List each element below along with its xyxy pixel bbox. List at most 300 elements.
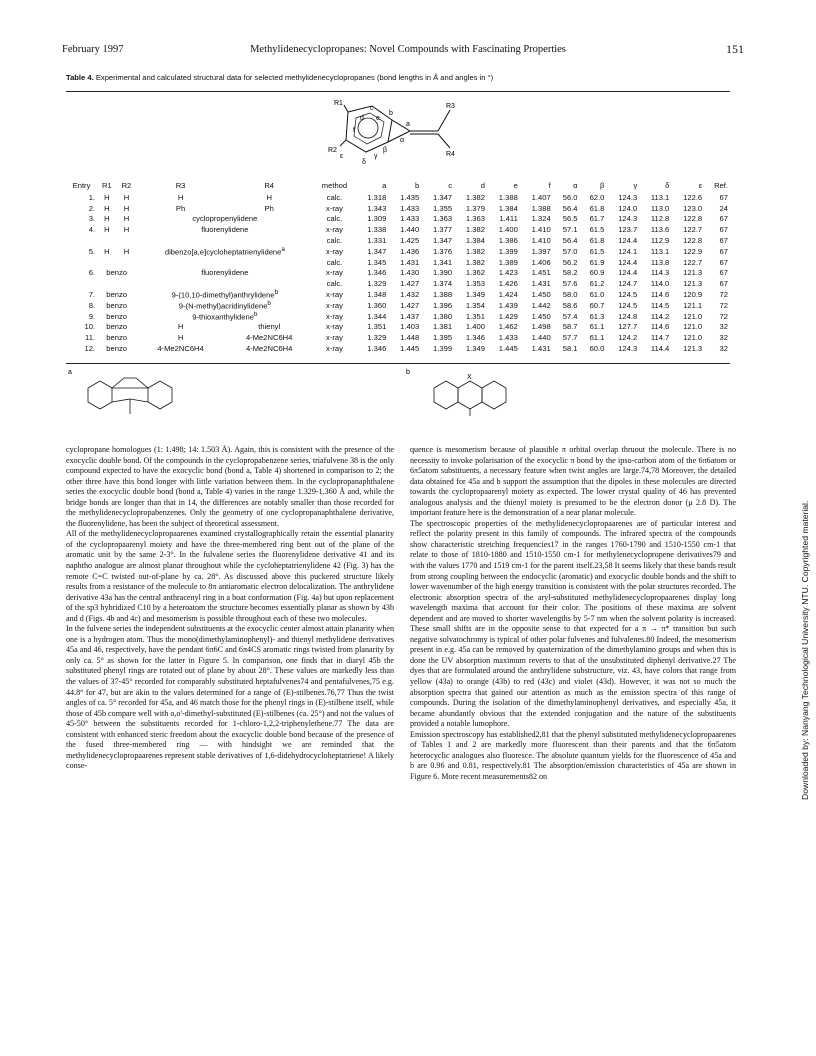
cell-text: 9-thioxanthylidene [192, 312, 254, 322]
table-cell [520, 289, 553, 300]
cell-text: benzo [106, 322, 127, 332]
table-row [66, 224, 730, 235]
cell-text: 1.432 [400, 290, 420, 300]
cell-text: H [266, 192, 272, 202]
label-d: d [360, 115, 364, 122]
cell-text: 58.2 [562, 268, 578, 278]
table-cell [487, 332, 520, 343]
cell-text: 1.403 [400, 322, 420, 332]
cell-text: 1.462 [498, 322, 518, 332]
table-cell [580, 289, 607, 300]
cell-text: 1.348 [367, 290, 387, 300]
table-cell [136, 311, 313, 322]
table-cell [454, 332, 487, 343]
table-row [66, 300, 730, 311]
table-cell [520, 278, 553, 289]
column-header: R4 [264, 180, 275, 190]
cell-text: calc. [326, 257, 343, 267]
table-cell [388, 214, 421, 225]
table-cell [66, 257, 97, 268]
table-cell [639, 343, 671, 354]
cell-text: H [123, 246, 130, 256]
table-cell [580, 224, 607, 235]
table-cell [520, 257, 553, 268]
cell-text: 1.329 [367, 333, 387, 343]
footnote-x-label: X [467, 374, 472, 381]
table-cell [580, 235, 607, 246]
column-header: Entry [72, 180, 91, 190]
table-cell [606, 214, 639, 225]
cell-text: 1.379 [465, 203, 485, 213]
cell-text: 1.448 [400, 333, 420, 343]
cell-text: 1.407 [531, 192, 551, 202]
table-cell [225, 192, 314, 203]
column-header: e [513, 180, 518, 190]
table-cell [606, 332, 639, 343]
cell-text: 72 [719, 300, 728, 310]
cell-text: thienyl [258, 322, 281, 332]
table-cell [606, 257, 639, 268]
page-number: 151 [726, 42, 744, 56]
cell-text: 1.329 [367, 279, 387, 289]
cell-text: 1.431 [531, 279, 551, 289]
table-cell [454, 278, 487, 289]
table-cell [487, 203, 520, 214]
label-r1: R1 [334, 100, 343, 107]
table-cell [454, 192, 487, 203]
label-alpha: α [400, 137, 405, 144]
table-cell [117, 203, 137, 214]
table-cell [704, 278, 730, 289]
table-cell [639, 289, 671, 300]
cell-text: 1.436 [400, 246, 420, 256]
table-cell [487, 192, 520, 203]
cell-text: 1.437 [400, 311, 420, 321]
table-cell [136, 257, 313, 268]
column-header: δ [665, 180, 670, 190]
cell-text: 3. [88, 214, 96, 224]
table-cell [487, 214, 520, 225]
cell-text: 9-(10,10-dimethyl)anthrylidene [171, 290, 275, 300]
cell-text: 8. [88, 300, 96, 310]
table-cell [225, 343, 314, 354]
table-row [66, 257, 730, 268]
cell-text: 1.440 [531, 333, 551, 343]
table-cell [421, 224, 454, 235]
cell-text: 114.7 [650, 333, 670, 343]
table-cell [704, 322, 730, 333]
table-cell [553, 235, 580, 246]
table-cell [136, 278, 313, 289]
table-cell [97, 192, 117, 203]
table-row [66, 289, 730, 300]
cell-text: 1.406 [531, 257, 551, 267]
table-cell [671, 214, 704, 225]
cell-text: 1.426 [498, 279, 518, 289]
table-cell [671, 311, 704, 322]
body-text-left-column [66, 445, 394, 772]
table-cell [314, 268, 356, 279]
download-notice [788, 360, 810, 800]
table-cell [639, 203, 671, 214]
cell-text: 61.1 [589, 322, 605, 332]
cell-text: 1.450 [531, 290, 551, 300]
table-cell [487, 300, 520, 311]
table-cell [97, 203, 117, 214]
cell-text: H [123, 225, 130, 235]
table-cell [421, 235, 454, 246]
table-cell [553, 332, 580, 343]
table-label: Table 4. [66, 73, 94, 82]
table-cell [487, 343, 520, 354]
table-cell [355, 214, 388, 225]
cell-text: 60.9 [589, 268, 605, 278]
label-b: b [389, 110, 393, 117]
table-cell [671, 322, 704, 333]
table-cell [553, 322, 580, 333]
cell-text: 121.3 [683, 344, 703, 354]
cell-text: 61.0 [589, 290, 605, 300]
table-cell [553, 214, 580, 225]
table-cell [606, 268, 639, 279]
table-cell [580, 278, 607, 289]
cell-text: 1.423 [498, 268, 518, 278]
cell-text: 1.410 [531, 236, 551, 246]
cell-text: 114.2 [650, 311, 670, 321]
cell-text: 58.1 [562, 344, 578, 354]
table-cell [66, 214, 97, 225]
cell-text: 4-Me2NC6H4 [245, 344, 293, 354]
cell-text: 1.429 [498, 311, 518, 321]
table-cell [66, 278, 97, 289]
table-cell [97, 278, 136, 289]
table-cell [520, 332, 553, 343]
table-cell [355, 332, 388, 343]
cell-footnote-mark: b [253, 310, 258, 318]
cell-text: 67 [719, 246, 728, 256]
cell-text: 1.351 [367, 322, 387, 332]
label-r3: R3 [446, 103, 455, 110]
cell-text: 60.7 [589, 300, 605, 310]
table-row [66, 214, 730, 225]
table-cell [487, 235, 520, 246]
table-cell [487, 289, 520, 300]
table-cell [580, 311, 607, 322]
table-cell [117, 246, 137, 257]
footnote-b-label: b [406, 369, 410, 376]
table-cell [388, 311, 421, 322]
cell-text: 1.382 [465, 225, 485, 235]
cell-text: 61.7 [589, 214, 605, 224]
table-cell [225, 322, 314, 333]
cell-footnote-mark: b [274, 289, 279, 297]
table-cell [454, 322, 487, 333]
cell-text: 61.8 [589, 203, 605, 213]
table-cell [388, 224, 421, 235]
cell-text: 1.363 [433, 214, 453, 224]
table-cell [639, 311, 671, 322]
cell-text: 1.355 [433, 203, 453, 213]
column-header: α [573, 180, 578, 190]
table-cell [520, 192, 553, 203]
cell-text: 1.390 [433, 268, 453, 278]
cell-text: 1.353 [465, 279, 485, 289]
label-a: a [406, 121, 410, 128]
cell-text: H [123, 192, 130, 202]
table-cell [97, 268, 136, 279]
table-cell [487, 268, 520, 279]
cell-text: 57.0 [562, 246, 578, 256]
cell-text: 1.309 [367, 214, 387, 224]
table-cell [704, 332, 730, 343]
table-cell [671, 192, 704, 203]
table-cell [606, 203, 639, 214]
cell-text: 1.381 [433, 322, 453, 332]
cell-text: 1.433 [498, 333, 518, 343]
cell-text: 4. [88, 225, 96, 235]
cell-text: x-ray [326, 322, 343, 332]
table-cell [454, 343, 487, 354]
table-cell [314, 300, 356, 311]
cell-text: 9. [88, 311, 96, 321]
table-cell [606, 311, 639, 322]
table-cell [454, 300, 487, 311]
cell-text: 122.8 [683, 214, 703, 224]
table-cell [580, 257, 607, 268]
table-cell [671, 278, 704, 289]
cell-text: 113.6 [650, 225, 670, 235]
cell-text: 32 [719, 344, 728, 354]
table-cell [421, 311, 454, 322]
cell-text: 1.338 [367, 225, 387, 235]
body-left-text: cyclopropane homologues (1: 1.498; 14: 1.503 Å). Again, this is consistent with the presence of the exocyclic double bond. Of the compounds in the cyclopropabenzene series, triafulvene 38 is the only compound expected to have the exocyclic bond (bond a, Table 4) shortened in comparison to 2; the other three have this bond longer with little variation between them. In the cyclopropanaphthalene series the exocyclic double bond (bond a, Table 4) varies in the range 1.329-1.360 Å and, while the bridge bonds are longer than that in 14, the differences are notably smaller than those recorded for the methylidenecyclopropabenzenes. Only the geometry of one cyclopropanaphthalene derivative, the fluorenylidene, has been the subject of theoretical assessment. All of the methylidenecyclopropaarenes examined crystallographically retain the essential planarity of the cyclopropaarenyl moiety and have the three-membered ring bent out of the plane of the aromatic unit by the same 2-3°. In the fulvalene series the fluorenylidene derivative 41 and its naphtho analogue are almost planar throughout while the cycloheptatrienylidene 42 (Fig. 3) has the remote C=C twisted out-of-plane by ca. 28°. As discussed above this puckered structure likely results from a resistance of the molecule to 8π antiaromatic electron delocalization. The anthrylidene derivative 43a has the central anthracenyl ring in a boat conformation (Fig. 4a) but upon replacement of the sp3 hybridized C10 by a heteroatom the structure becomes essentially planar as shown by 43b and d (Figs. 4b and 4c) and mesomerism is possible throughout each of these two molecules. In the fulvene series the independent substituents at the exocyclic center almost attain planarity when one is a hydrogen atom. Thus the mono(dimethylaminophenyl)- and thienyl methylidene derivatives 45a and 46, respectively, have the pendant 6π6C and 6π4CS aromatic rings twisted from planarity by only ca. 5° as shown for the latter in Figure 5. In comparison, one finds that in diaryl 45b the substituted phenyl rings are rotated out of plane by about 28°. These values are markedly less than the values of 37-45° recorded for comparably substituted heptafulvenes74 and pentafulvenes,75 e.g. 44.8° for 47, but are akin to the values determined for a range of (E)-stilbenes.76,77 Thus the twist angles of ca. 5° recorded for 45a, and 46 match those for the phenyl rings in (E)-stilbene itself, while those of 45b compare well with o,o'-dimethyl-substituted (E)-stilbenes (ca. 25°) and not the values of 45-50° between the substituents recorded for 1-chloro-1,2,2-triphenylethene.77 The data are consistent with enhanced steric freedom about the exocyclic double bond because of the presence of the fused three-membered ring — with hindsight we are reminded that the methylidenecyclopropaarenes represent stable derivatives of 1,6-didehydrocycloheptatriene! A likely conse- [66, 445, 394, 771]
cell-text: 1.388 [531, 203, 551, 213]
cell-text: 124.2 [618, 333, 638, 343]
cell-text: 1.354 [465, 300, 485, 310]
cell-text: 1.431 [531, 344, 551, 354]
table-row [66, 332, 730, 343]
table-cell [97, 343, 136, 354]
table-cell [66, 300, 97, 311]
table-cell [66, 311, 97, 322]
cell-text: 121.3 [683, 268, 703, 278]
cell-text: 1.388 [433, 290, 453, 300]
cell-text: 67 [719, 214, 728, 224]
table-cell [421, 246, 454, 257]
table-cell [520, 343, 553, 354]
cell-text: 1.347 [367, 246, 387, 256]
cell-text: 67 [719, 236, 728, 246]
cell-text: 1.363 [465, 214, 485, 224]
table-cell [97, 332, 136, 343]
cell-text: H [123, 203, 130, 213]
cell-text: 61.2 [589, 279, 605, 289]
table-cell [97, 214, 117, 225]
table-cell [388, 300, 421, 311]
table-cell [704, 203, 730, 214]
cell-text: 7. [88, 290, 96, 300]
cell-text: 1.440 [400, 225, 420, 235]
table-cell [606, 278, 639, 289]
table-cell [66, 224, 97, 235]
cell-text: 1.324 [531, 214, 551, 224]
table-cell [66, 246, 97, 257]
cell-text: 1.331 [367, 236, 387, 246]
cell-text: 1.425 [400, 236, 420, 246]
header-date: February 1997 [62, 44, 124, 55]
label-gamma: γ [374, 153, 378, 160]
cell-text: 122.7 [683, 225, 703, 235]
cell-text: 120.9 [683, 290, 703, 300]
table-cell [520, 300, 553, 311]
cell-text: 124.5 [618, 290, 638, 300]
table-row [66, 278, 730, 289]
cell-text: x-ray [326, 268, 343, 278]
table-cell [117, 192, 137, 203]
table-cell [553, 203, 580, 214]
table-row [66, 192, 730, 203]
table-cell [606, 224, 639, 235]
table-cell [520, 235, 553, 246]
cell-text: 124.1 [618, 246, 638, 256]
table-cell [580, 268, 607, 279]
table-cell [421, 203, 454, 214]
table-cell [117, 235, 137, 246]
table-cell [136, 203, 225, 214]
cell-text: calc. [326, 236, 343, 246]
cell-text: 1.430 [400, 268, 420, 278]
cell-text: 1.360 [367, 300, 387, 310]
table-cell [639, 192, 671, 203]
cell-text: x-ray [326, 246, 343, 256]
cell-text: H [104, 214, 110, 224]
table-cell [66, 322, 97, 333]
cell-text: 1.380 [433, 311, 453, 321]
table-cell [520, 268, 553, 279]
cell-text: 121.3 [683, 279, 703, 289]
footnote-structures [66, 366, 730, 422]
cell-text: 1.377 [433, 225, 453, 235]
table-cell [66, 332, 97, 343]
table-top-rule [66, 91, 730, 92]
table-cell [639, 214, 671, 225]
table-cell [117, 214, 137, 225]
table-cell [421, 289, 454, 300]
table-cell [580, 332, 607, 343]
cell-text: 124.4 [618, 236, 638, 246]
table-cell [421, 343, 454, 354]
cell-text: 123.7 [618, 225, 638, 235]
table-cell [639, 224, 671, 235]
cell-text: 113.0 [650, 203, 670, 213]
table-cell [671, 235, 704, 246]
cell-text: fluorenylidene [201, 268, 249, 278]
cell-text: 1.411 [499, 214, 518, 224]
cell-text: 61.5 [589, 225, 605, 235]
table-cell [388, 192, 421, 203]
table-cell [454, 246, 487, 257]
cell-text: 4-Me2NC6H4 [245, 333, 293, 343]
table-cell [454, 289, 487, 300]
cell-text: 57.7 [562, 333, 578, 343]
table-cell [580, 203, 607, 214]
table-cell [355, 246, 388, 257]
table-cell [388, 289, 421, 300]
table-cell [704, 268, 730, 279]
table-cell [314, 278, 356, 289]
cell-text: 1.427 [400, 300, 420, 310]
cell-text: 67 [719, 192, 728, 202]
cell-text: 6. [88, 268, 96, 278]
table-cell [314, 203, 356, 214]
cell-text: 1.345 [367, 257, 387, 267]
cell-text: 113.1 [650, 246, 670, 256]
table-cell [66, 343, 97, 354]
table-cell [487, 278, 520, 289]
cell-text: fluorenylidene [201, 225, 249, 235]
cell-text: 62.0 [589, 192, 605, 202]
cell-text: 124.8 [618, 311, 638, 321]
table-cell [314, 214, 356, 225]
cell-footnote-mark: b [267, 300, 271, 308]
table-cell [421, 268, 454, 279]
table-cell [136, 214, 313, 225]
table-cell [388, 332, 421, 343]
cell-text: 1.344 [367, 311, 387, 321]
cell-text: 1.396 [433, 300, 453, 310]
cell-text: cyclopropenylidene [192, 214, 258, 224]
table-cell [314, 246, 356, 257]
cell-text: H [177, 333, 184, 343]
cell-text: 57.1 [562, 225, 578, 235]
table-cell [553, 311, 580, 322]
cell-text: 1.346 [367, 344, 387, 354]
table-bottom-rule [66, 363, 730, 364]
table-cell [639, 300, 671, 311]
table-row [66, 311, 730, 322]
table-cell [639, 246, 671, 257]
cell-text: 1.349 [465, 344, 485, 354]
cell-text: 72 [719, 311, 728, 321]
cell-text: 114.4 [650, 344, 670, 354]
table-cell [580, 192, 607, 203]
cell-text: x-ray [326, 300, 343, 310]
table-cell [454, 268, 487, 279]
cell-text: 1.400 [465, 322, 485, 332]
table-cell [454, 214, 487, 225]
table-cell [97, 322, 136, 333]
cell-text: Ph [264, 203, 274, 213]
cell-text: 32 [719, 333, 728, 343]
table-cell [314, 322, 356, 333]
table-cell [355, 268, 388, 279]
cell-text: 122.9 [683, 246, 703, 256]
table-cell [314, 332, 356, 343]
table-cell [314, 224, 356, 235]
cell-text: 114.3 [650, 268, 670, 278]
cell-text: 1.498 [531, 322, 551, 332]
table-row [66, 235, 730, 246]
cell-text: benzo [106, 333, 127, 343]
table-cell [671, 246, 704, 257]
table-cell [671, 343, 704, 354]
cell-text: 2. [88, 203, 96, 213]
table-cell [553, 257, 580, 268]
cell-text: 1.349 [465, 290, 485, 300]
table-cell [355, 192, 388, 203]
table-cell [487, 246, 520, 257]
table-cell [553, 300, 580, 311]
